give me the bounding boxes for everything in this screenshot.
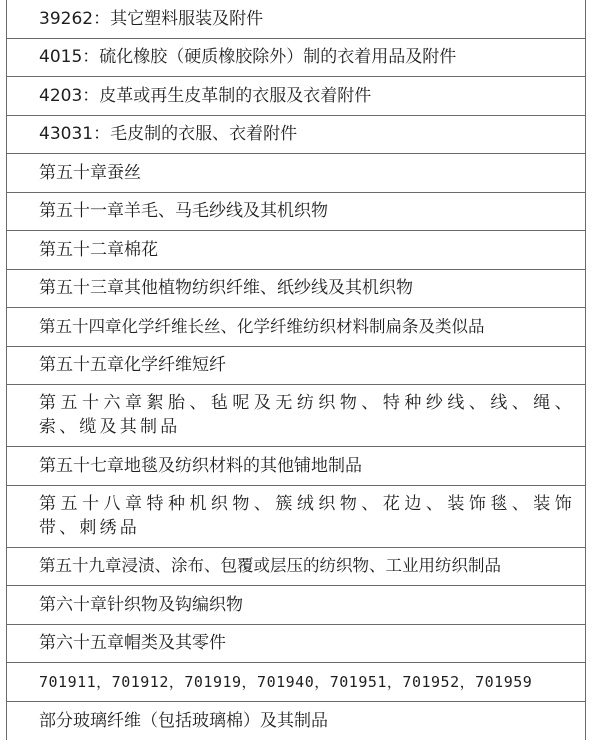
item-text: 第五十四章化学纤维长丝、化学纤维纺织材料制扁条及类似品 [39,316,485,336]
list-item [7,231,585,270]
commodity-list-table [6,0,586,740]
item-text: 第五十章蚕丝 [39,162,141,183]
item-text: 4203：皮革或再生皮革制的衣服及衣着附件 [39,85,372,106]
item-text: 701911，701912，701919，701940，701951，701952，701959 [39,672,533,691]
list-item [7,702,585,741]
list-item [7,193,585,232]
list-item [7,447,585,486]
item-text: 第五十五章化学纤维短纤 [39,355,226,376]
list-item [7,0,585,39]
item-text: 第五十六章絮胎、毡呢及无纺织物、特种纱线、线、绳、索、缆及其制品 [39,393,575,437]
list-item [7,116,585,155]
item-text: 第六十章针织物及钩编织物 [39,594,243,615]
list-item [7,385,585,447]
item-text: 39262：其它塑料服装及附件 [39,8,264,29]
item-text: 43031：毛皮制的衣服、衣着附件 [39,124,298,145]
item-text: 第五十九章浸渍、涂布、包覆或层压的纺织物、工业用纺织制品 [39,556,501,576]
list-item [7,347,585,386]
list-item [7,486,585,548]
item-text: 第五十八章特种机织物、簇绒织物、花边、装饰毯、装饰带、刺绣品 [39,493,575,538]
item-text: 第五十二章棉花 [39,239,158,260]
list-item [7,586,585,625]
item-text: 第六十五章帽类及其零件 [39,633,226,654]
list-item [7,77,585,116]
list-item [7,154,585,193]
item-text: 第五十三章其他植物纺织纤维、纸纱线及其机织物 [39,278,413,299]
item-text: 4015：硫化橡胶（硬质橡胶除外）制的衣着用品及附件 [39,47,457,68]
list-item [7,39,585,78]
item-text: 第五十七章地毯及纺织材料的其他铺地制品 [39,455,362,476]
list-item [7,663,585,702]
item-text: 部分玻璃纤维（包括玻璃棉）及其制品 [39,710,328,731]
list-item [7,548,585,587]
list-item [7,308,585,347]
list-item [7,270,585,309]
list-item [7,625,585,664]
item-text: 第五十一章羊毛、马毛纱线及其机织物 [39,201,328,222]
